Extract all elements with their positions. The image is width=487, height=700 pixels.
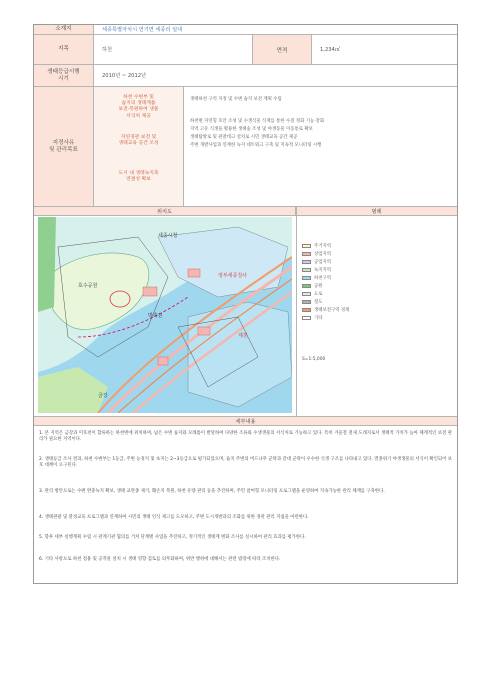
legend-swatch: [302, 260, 311, 264]
management-sub-column: [94, 87, 184, 206]
legend-swatch: [302, 276, 311, 280]
legend-label: 공업지역: [314, 260, 331, 265]
legend-swatch: [302, 300, 311, 304]
legend-title: 범례: [296, 207, 457, 216]
legend-swatch: [302, 268, 311, 272]
location-row: [34, 25, 457, 35]
details-paragraph-5: 5. 향후 세부 실행계획 수립 시 관계기관 협의를 거쳐 단계별 사업을 추진하고, 정기적인 생태계 변화 조사를 실시하여 관리 효과를 평가한다.: [39, 535, 306, 540]
legend-swatch: [302, 284, 311, 288]
management-sub-3: 도시 내 생태녹지축 연결성 확보: [118, 171, 159, 183]
legend-label: 기타: [314, 316, 323, 321]
legend-swatch: [302, 292, 311, 296]
details-title: 세부내용: [34, 417, 457, 426]
map-label-5: 제천: [238, 333, 248, 339]
management-line-3: 지역 고유 식생을 활용한 생태숲 조성 및 야생동물 이동통로 확보: [190, 127, 313, 132]
management-line-5: 주변 개발사업과 연계한 녹지 네트워크 구축 및 지속적 모니터링 시행: [190, 143, 322, 148]
document-sheet: [33, 24, 458, 584]
period-value: 2010년 ~ 2012년: [102, 73, 147, 79]
legend-label: 생태보전구역 경계: [314, 308, 350, 313]
legend-label: 공원: [314, 284, 323, 289]
legend-swatch: [302, 316, 311, 320]
area-label: 면적: [252, 35, 312, 64]
legend-label: 주거지역: [314, 244, 331, 249]
map-divider: [296, 207, 297, 416]
map-section: [34, 207, 457, 417]
legend-item: [302, 315, 322, 321]
map-label-1: 세종시청: [158, 233, 178, 239]
management-sub-2: 자연경관 보전 및 생태교육 공간 조성: [118, 135, 159, 147]
area-value: 1,234㎡: [320, 47, 341, 53]
map-label-2: 정부세종청사: [218, 273, 247, 279]
legend-label: 상업지역: [314, 252, 331, 257]
details-paragraph-2: 2. 생태등급 조사 결과, 하천 수변부는 1등급, 주변 농경지 및 초지는 2~3등급으로 평가되었으며, 습지 주변의 버드나무 군락과 갈대 군락이 우수한 식생 구조를 나타내고 있다. 멸종위기 야생생물의 서식이 확인되어 보호 대책이 요구된다.: [39, 457, 452, 469]
legend-item: [302, 243, 331, 249]
map-label-3: 금강: [98, 393, 108, 399]
map-scale: S=1:5,000: [302, 357, 326, 362]
period-row: [34, 65, 457, 87]
details-paragraph-3: 3. 관리 방안으로는 수변 완충녹지 확보, 생태 교란종 제거, 훼손지 복원, 하천 유량 관리 등을 추진하며, 주민 참여형 모니터링 프로그램을 운영하여 지속가능한 관리 체계를 구축한다.: [39, 489, 385, 494]
period-label: 생태등급시행 시기: [34, 65, 94, 86]
legend-label: 철도: [314, 300, 323, 305]
management-line-4: 생태탐방로 및 관찰데크 설치로 시민 생태교육 공간 제공: [190, 135, 298, 140]
details-paragraph-1: 1. 본 지역은 금강과 미호천이 합류하는 하천변에 위치하며, 넓은 수변 습지와 모래톱이 발달하여 다양한 조류와 수생생물의 서식처로 기능하고 있다. 특히 겨울철 철새 도래지로서 생태적 가치가 높아 체계적인 보전 관리가 필요한 지역이다.: [39, 431, 452, 443]
details-paragraph-6: 6. 기타 사항으로 하천 점용 및 공작물 설치 시 생태 영향 검토를 의무화하며, 위반 행위에 대해서는 관련 법령에 따라 조치한다.: [39, 557, 281, 562]
map-label-4: 방축천: [148, 313, 163, 319]
legend-item: [302, 299, 322, 305]
legend-label: 하천구역: [314, 276, 331, 281]
management-label: 지정사유 및 관리목표: [34, 87, 94, 206]
legend-item: [302, 291, 322, 297]
management-row: [34, 87, 457, 207]
land-category-label: 지목: [34, 35, 94, 64]
legend-item: [302, 267, 331, 273]
location-value: 세종특별자치시 연기면 세종리 일대: [102, 27, 183, 33]
legend-item: [302, 251, 331, 257]
legend-swatch: [302, 252, 311, 256]
legend-swatch: [302, 244, 311, 248]
location-label: 소재지: [34, 25, 94, 34]
legend-swatch: [302, 308, 311, 312]
legend-item: [302, 307, 349, 313]
details-paragraph-4: 4. 생태관광 및 환경교육 프로그램과 연계하여 시민의 생태 인식 제고를 도모하고, 주변 도시개발과의 조화를 위한 경관 관리 지침을 마련한다.: [39, 515, 309, 520]
land-row: [34, 35, 457, 65]
legend-label: 도로: [314, 292, 323, 297]
land-category-value: 하천: [102, 47, 113, 53]
map-label-6: 호수공원: [78, 283, 98, 289]
details-section: [34, 417, 457, 583]
legend-item: [302, 259, 331, 265]
legend-item: [302, 275, 331, 281]
legend-label: 녹지지역: [314, 268, 331, 273]
management-line-1: 생태하천 구역 지정 및 수변 습지 보전 계획 수립: [190, 97, 282, 102]
management-line-2: 하천변 자연형 호안 조성 및 수생식물 식재를 통한 수질 정화 기능 강화: [190, 119, 325, 124]
management-sub-1: 하천 수변부 및 습지의 생태계를 보전·복원하여 생물 서식처 제공: [118, 95, 159, 119]
legend-item: [302, 283, 322, 289]
location-map: [38, 217, 292, 413]
map-title: 위치도: [34, 207, 296, 216]
